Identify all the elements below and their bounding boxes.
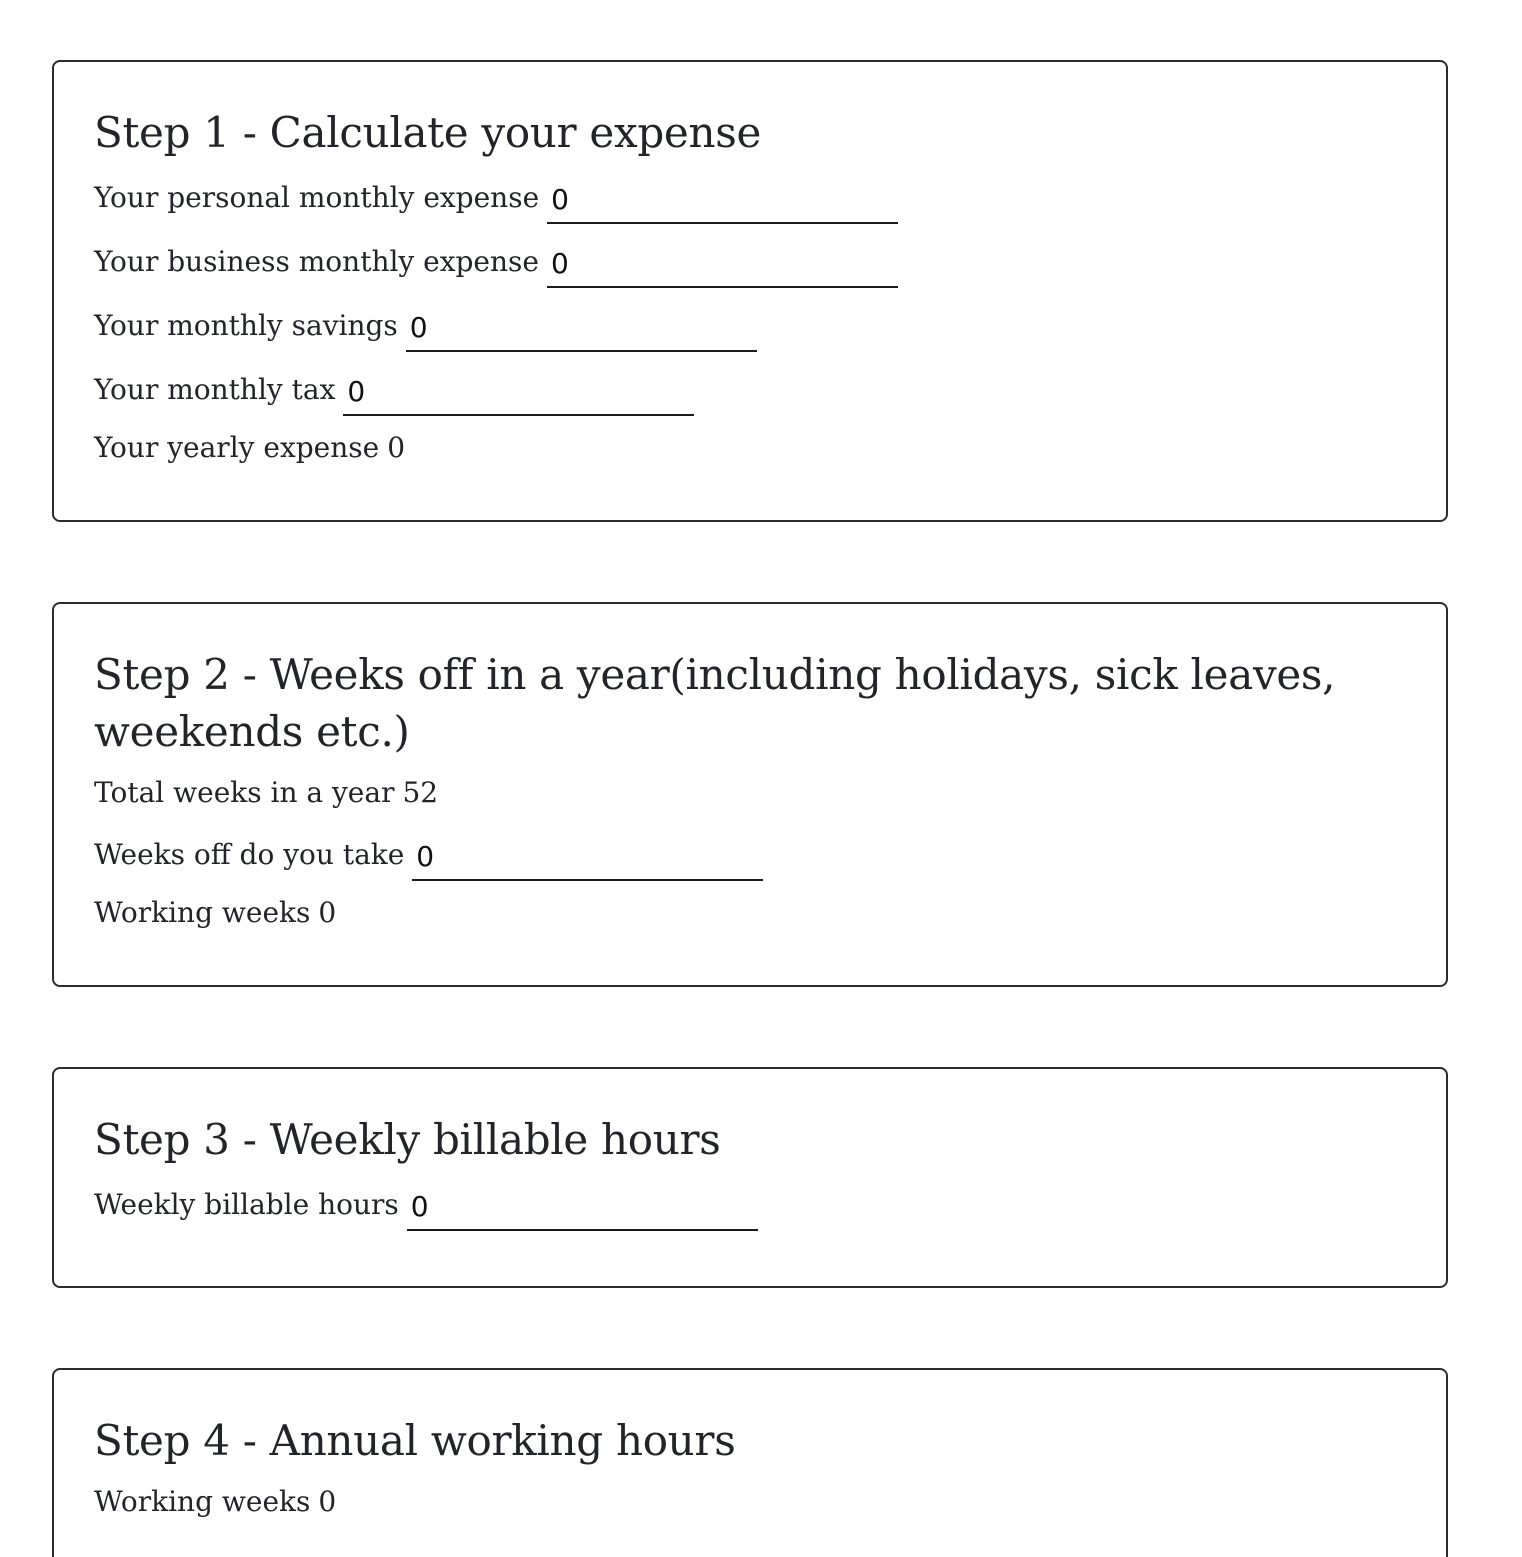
weekly-hours-label: Weekly billable hours [94, 1188, 399, 1221]
step-1-card [52, 60, 1448, 522]
weekly-hours-row [94, 1167, 1406, 1231]
working-weeks-label: Working weeks [94, 895, 311, 929]
annual-working-weeks-row [94, 1470, 1406, 1532]
business-expense-label: Your business monthly expense [94, 245, 539, 278]
personal-expense-label: Your personal monthly expense [94, 181, 540, 214]
step-2-card [52, 602, 1448, 987]
monthly-tax-input[interactable] [343, 374, 694, 416]
monthly-tax-row [94, 352, 1406, 416]
monthly-savings-label: Your monthly savings [94, 309, 398, 342]
business-expense-row [94, 224, 1406, 288]
step-4-title: Step 4 - Annual working hours [94, 1416, 736, 1465]
personal-expense-row [94, 160, 1406, 224]
working-weeks-value: 0 [318, 895, 337, 929]
business-expense-input[interactable] [547, 246, 898, 288]
weeks-off-input[interactable] [412, 839, 763, 881]
annual-working-weeks-label: Working weeks [94, 1484, 311, 1518]
step-3-title: Step 3 - Weekly billable hours [94, 1115, 721, 1164]
monthly-savings-input[interactable] [406, 310, 757, 352]
weekly-hours-input[interactable] [407, 1189, 758, 1231]
step-4-card [52, 1368, 1448, 1557]
total-weeks-value: 52 [402, 775, 439, 809]
step-1-title: Step 1 - Calculate your expense [94, 108, 762, 157]
step-3-card [52, 1067, 1448, 1288]
personal-expense-input[interactable] [547, 182, 898, 224]
annual-working-weeks-value: 0 [318, 1484, 337, 1518]
total-weeks-row [94, 761, 1406, 823]
total-weeks-label: Total weeks in a year [94, 775, 395, 809]
yearly-expense-value: 0 [387, 430, 406, 464]
monthly-tax-label: Your monthly tax [94, 373, 336, 406]
weeks-off-row [94, 817, 1406, 881]
monthly-savings-row [94, 288, 1406, 352]
weeks-off-label: Weeks off do you take [94, 838, 405, 871]
yearly-expense-label: Your yearly expense [94, 430, 380, 464]
working-weeks-row [94, 881, 1406, 943]
step-2-title: Step 2 - Weeks off in a year(including holidays, sick leaves, weekends etc.) [94, 650, 1336, 756]
yearly-expense-row [94, 416, 1406, 478]
